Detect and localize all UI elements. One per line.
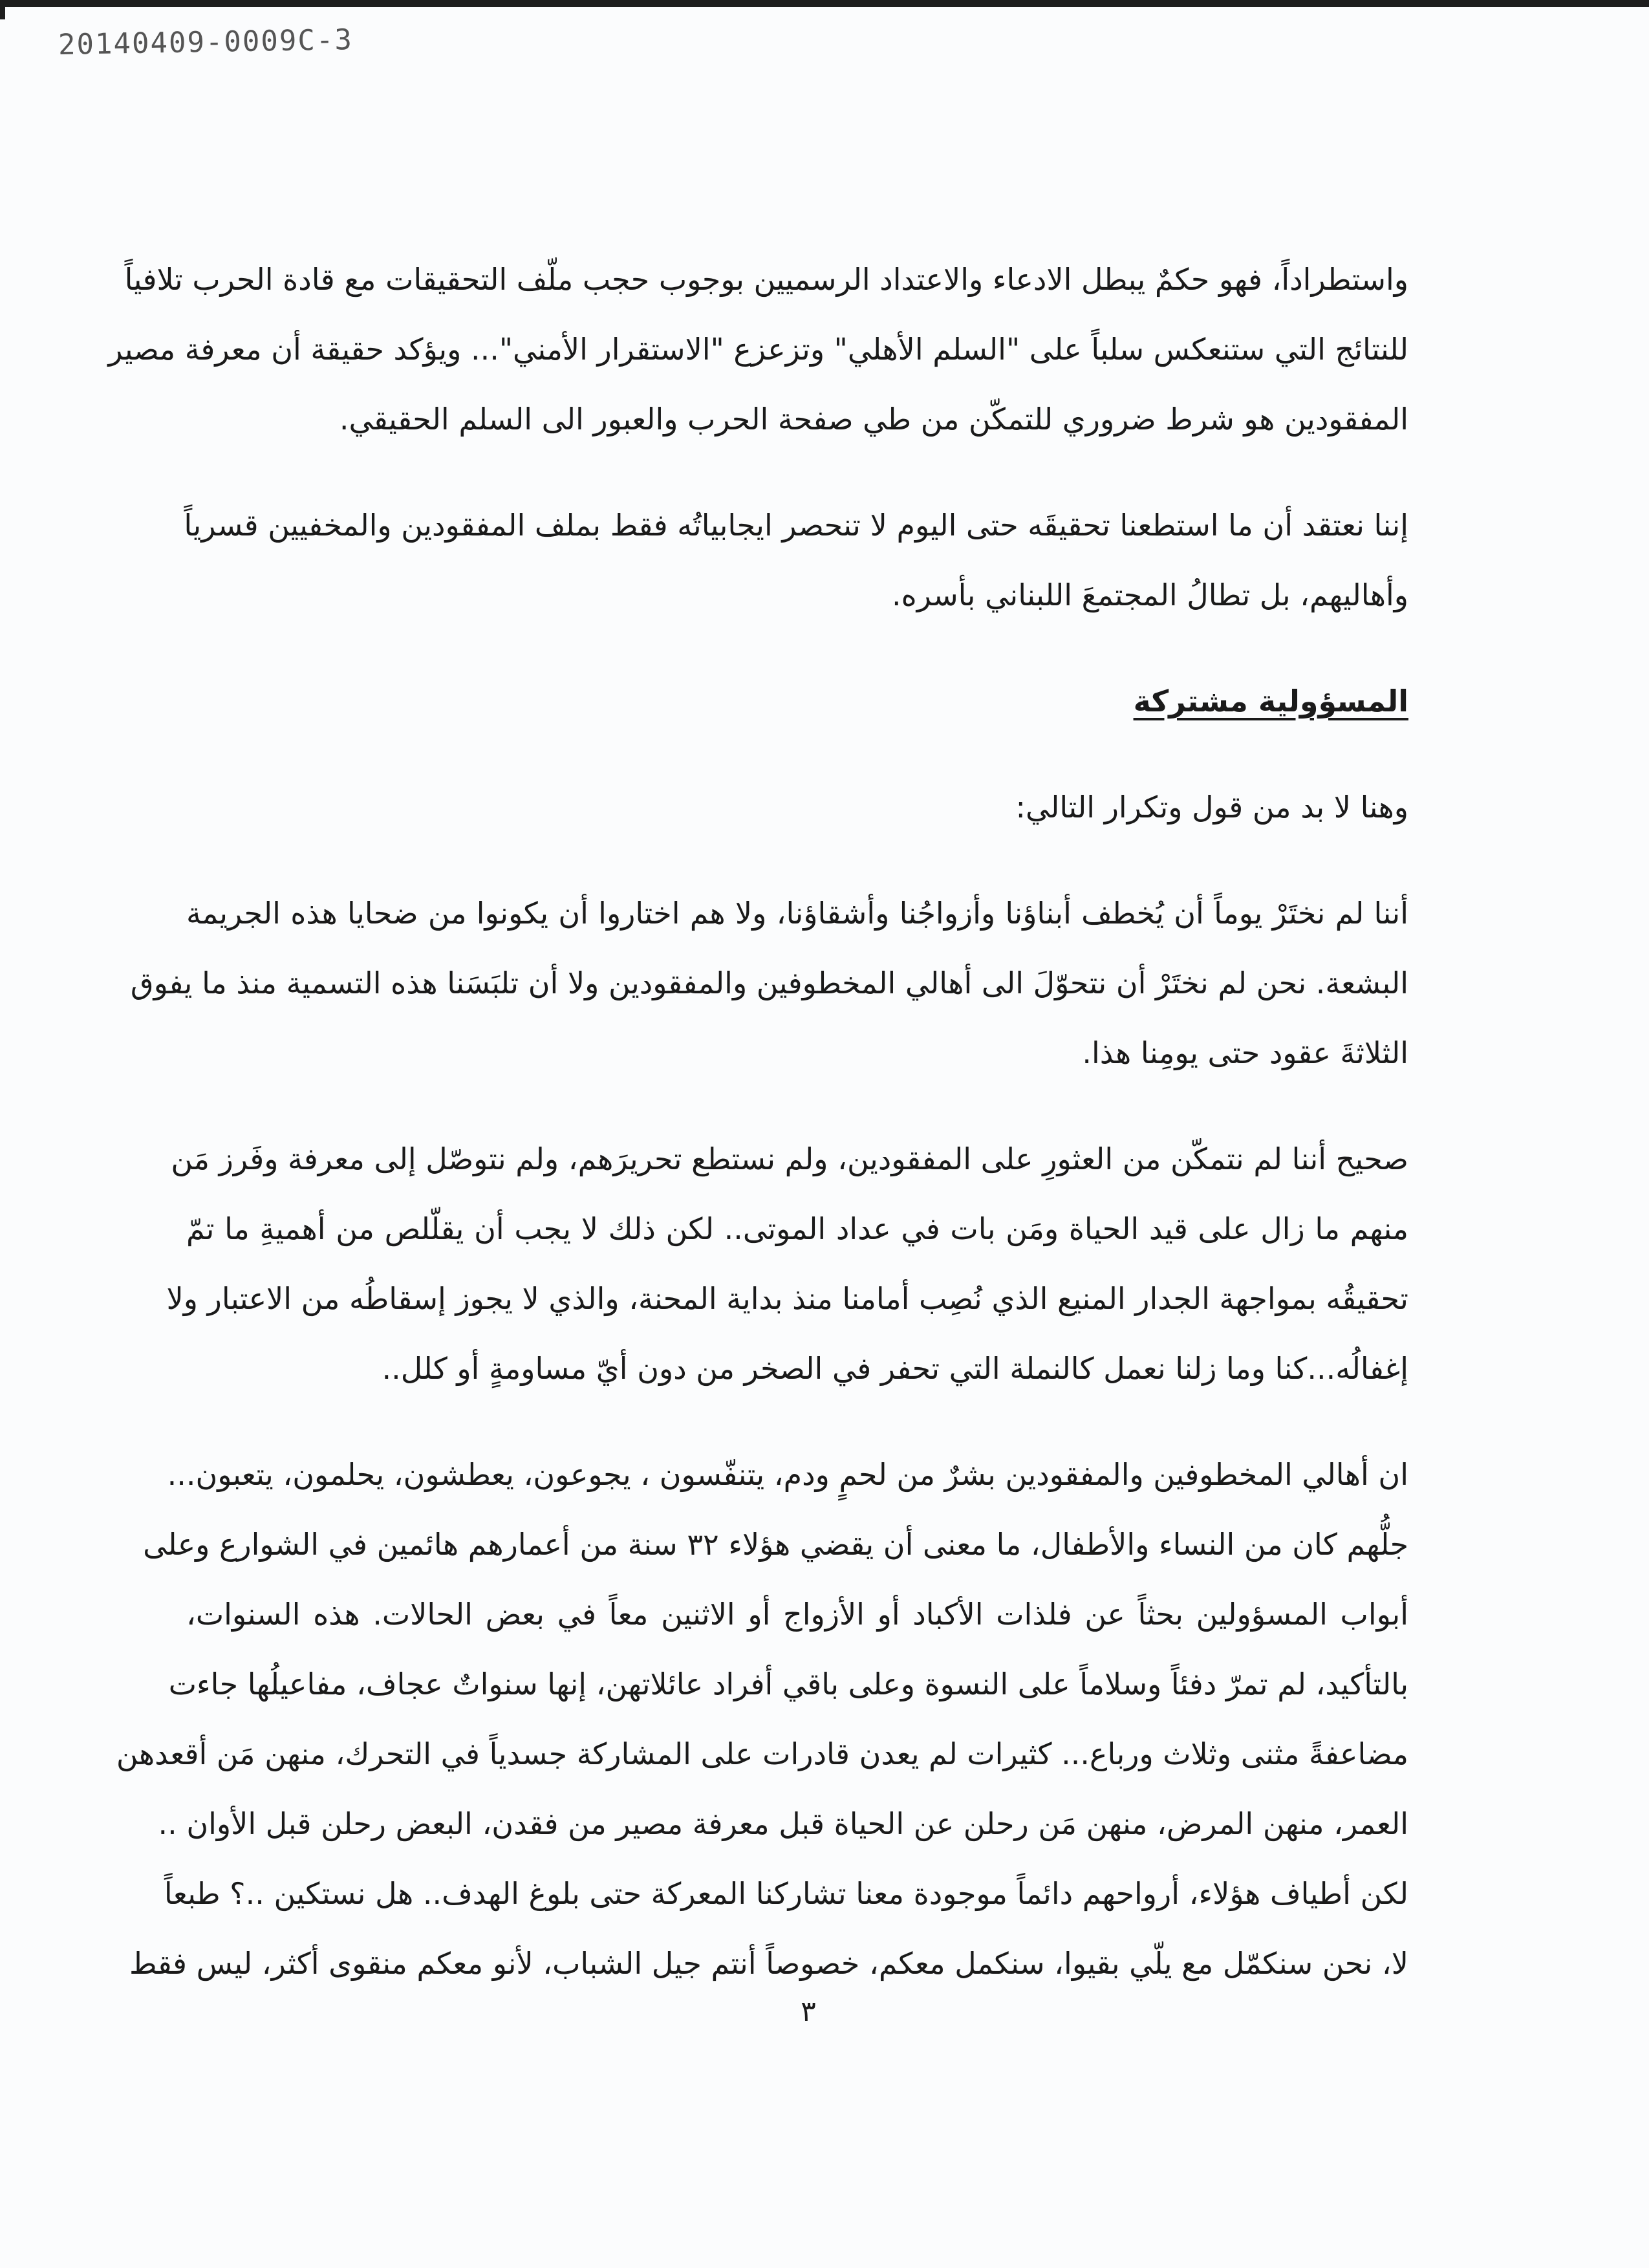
section-heading: المسؤولية مشتركة xyxy=(1133,684,1408,718)
text-line: وهنا لا بد من قول وتكرار التالي: xyxy=(1015,790,1408,825)
text-line: المفقودين هو شرط ضروري للتمكّن من طي صفحة الحرب والعبور الى السلم الحقيقي. xyxy=(339,402,1408,437)
text-line: صحيح أننا لم نتمكّن من العثورِ على المفقودين، ولم نستطع تحريرَهم، ولم نتوصّل إلى معرفة وفَرز مَن xyxy=(171,1141,1408,1176)
paragraph xyxy=(116,1440,1408,1998)
page-number: ٣ xyxy=(801,1995,816,2028)
paragraph-gap xyxy=(186,454,1408,490)
text-line: إننا نعتقد أن ما استطعنا تحقيقَه حتى اليوم لا تنحصر ايجابياتُه فقط بملف المفقودين والمخفيين قسرياً xyxy=(184,508,1408,543)
text-line: الثلاثةَ عقود حتى يومِنا هذا. xyxy=(1082,1035,1408,1070)
paragraph xyxy=(186,490,1408,630)
paragraph-gap xyxy=(186,630,1408,666)
paragraph xyxy=(166,1124,1408,1403)
text-line: أبواب المسؤولين بحثاً عن فلذات الأكباد أو الأزواج أو الاثنين معاً في بعض الحالات. هذه السنوات، xyxy=(186,1597,1408,1632)
text-line: جلُّهم كان من النساء والأطفال، ما معنى أن يقضي هؤلاء ٣٢ سنة من أعمارهم هائمين في الشوارع وعلى xyxy=(143,1527,1408,1562)
text-line: وأهاليهم، بل تطالُ المجتمعَ اللبناني بأسره. xyxy=(891,578,1408,612)
text-line: العمر، منهن المرض، منهن مَن رحلن عن الحياة قبل معرفة مصير من فقدن، البعض رحلن قبل الأوان .. xyxy=(158,1806,1408,1841)
scan-top-edge xyxy=(0,0,1649,7)
document-body xyxy=(108,244,1408,1998)
text-line: بالتأكيد، لم تمرّ دفئاً وسلاماً على النسوة وعلى باقي أفراد عائلاتهن، إنها سنواتٌ عجاف، مفاعيلُها جاءت xyxy=(168,1667,1408,1701)
paragraph xyxy=(108,244,1408,454)
paragraph-gap xyxy=(186,736,1408,772)
text-line: تحقيقُه بمواجهة الجدار المنيع الذي نُصِب أمامنا منذ بداية المحنة، والذي لا يجوز إسقاطُه من الاعتبار ولا xyxy=(166,1281,1408,1316)
scan-left-edge xyxy=(0,0,5,19)
paragraph-gap xyxy=(186,842,1408,878)
text-line: البشعة. نحن لم نختَرْ أن نتحوّلَ الى أهالي المخطوفين والمفقودين ولا أن تلبَسَنا هذه التسمية منذ ما يفوق xyxy=(130,966,1408,1000)
text-line: لا، نحن سنكمّل مع يلّي بقيوا، سنكمل معكم، خصوصاً أنتم جيل الشباب، لأنو معكم منقوى أكثر، ليس فقط xyxy=(129,1946,1408,1981)
text-line: إغفالُه...كنا وما زلنا نعمل كالنملة التي تحفر في الصخر من دون أيّ مساومةٍ أو كلل.. xyxy=(382,1351,1408,1386)
text-line: مضاعفةً مثنى وثلاث ورباع... كثيرات لم يعدن قادرات على المشاركة جسدياً في التحرك، منهن مَن أقعدهن xyxy=(116,1736,1408,1771)
paragraph-gap xyxy=(186,1088,1408,1124)
text-line: واستطراداً، فهو حكمٌ يبطل الادعاء والاعتداد الرسميين بوجوب حجب ملّف التحقيقات مع قادة الحرب تلافياً xyxy=(124,262,1408,297)
text-line: منهم ما زال على قيد الحياة ومَن بات في عداد الموتى.. لكن ذلك لا يجب أن يقلّلص من أهميةِ ما تمّ xyxy=(186,1211,1408,1246)
text-line: لكن أطياف هؤلاء، أرواحهم دائماً موجودة معنا تشاركنا المعركة حتى بلوغ الهدف.. هل نستكين ..؟ طبعاً xyxy=(164,1876,1408,1911)
text-line: أننا لم نختَرْ يوماً أن يُخطف أبناؤنا وأزواجُنا وأشقاؤنا، ولا هم اختاروا أن يكونوا من ضحايا هذه الجريمة xyxy=(186,896,1408,931)
text-line: ان أهالي المخطوفين والمفقودين بشرٌ من لحمٍ ودم، يتنفّسون ، يجوعون، يعطشون، يحلمون، يتعبون... xyxy=(167,1457,1408,1492)
paragraph xyxy=(186,772,1408,842)
paragraph xyxy=(130,878,1408,1088)
handwritten-reference: 20140409-0009C-3 xyxy=(58,23,354,61)
text-line: للنتائج التي ستنعكس سلباً على "السلم الأهلي" وتزعزع "الاستقرار الأمني"... ويؤكد حقيقة أن معرفة مصير xyxy=(108,332,1408,367)
section-heading-container xyxy=(186,666,1408,736)
paragraph-gap xyxy=(186,1403,1408,1440)
